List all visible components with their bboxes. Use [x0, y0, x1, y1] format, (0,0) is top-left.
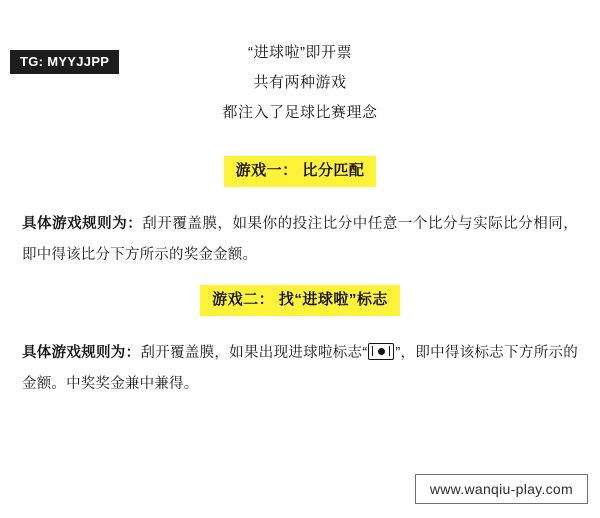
- document-page: [0, 38, 600, 518]
- document-content: [0, 38, 600, 400]
- game-two-rule: [22, 338, 578, 400]
- game-two-heading-wrap: [22, 285, 578, 316]
- site-watermark: www.wanqiu-play.com: [415, 474, 588, 504]
- game-one-heading: 游戏一： 比分匹配: [224, 156, 377, 187]
- game-two-rule-body-before: 刮开覆盖膜，如果出现进球啦标志“: [140, 344, 368, 361]
- game-one-rule: [22, 209, 578, 271]
- game-one-heading-wrap: [22, 156, 578, 187]
- intro-line-1: “进球啦”即开票: [248, 44, 352, 61]
- goal-net-icon: [368, 343, 394, 360]
- intro-line-2: 共有两种游戏: [253, 74, 347, 91]
- game-one-rule-lead: 具体游戏规则为：: [22, 215, 143, 232]
- game-two-rule-lead: 具体游戏规则为：: [22, 344, 141, 361]
- tg-handle-badge: TG: MYYJJPP: [10, 50, 119, 74]
- game-one-rule-body: 刮开覆盖膜，如果你的投注比分中任意一个比分与实际比分相同，即中得该比分下方所示的奖金金额。: [22, 215, 578, 263]
- game-two-rule-body-after: ”，即中得该标志下方所示的金额。中奖奖金兼中兼得。: [22, 344, 578, 392]
- game-two-heading: 游戏二： 找“进球啦”标志: [200, 285, 400, 316]
- intro-line-3: 都注入了足球比赛理念: [222, 104, 378, 121]
